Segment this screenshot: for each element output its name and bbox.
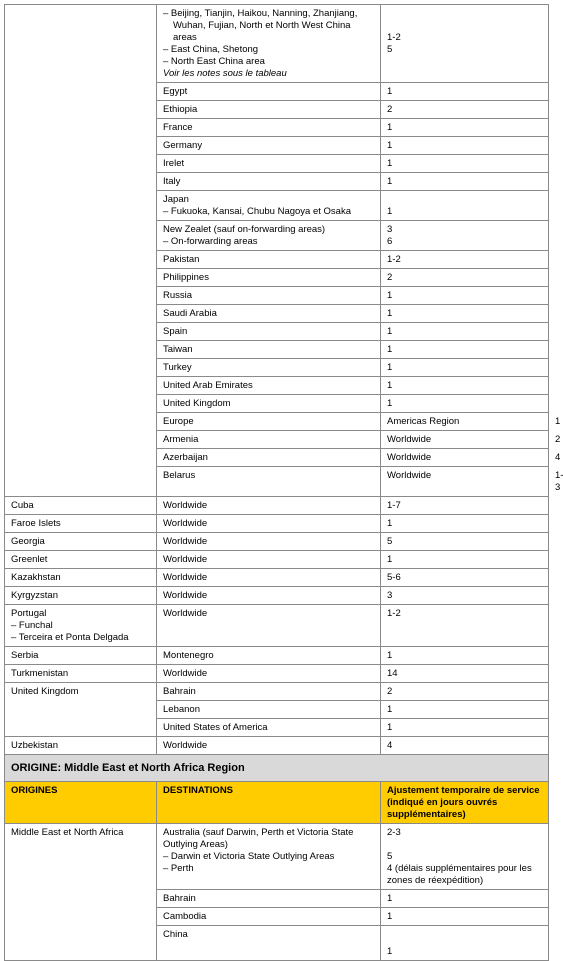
china-dest-line: Wuhan, Fujian, North et North West China: [173, 20, 351, 31]
table-row: Azerbaijan Worldwide 4: [5, 449, 549, 467]
destination-cell: Worldwide: [157, 569, 381, 587]
destination-cell: Worldwide: [157, 737, 381, 755]
destination-cell: United Kingdom: [157, 395, 381, 413]
origin-cell: Cuba: [5, 497, 157, 515]
destination-name: New Zealet (sauf on-forwarding areas): [163, 224, 326, 235]
origin-sub: – Funchal: [11, 620, 53, 631]
china-destinations-cell: [157, 5, 381, 83]
destination-cell: Worldwide: [157, 665, 381, 683]
destination-cell: Worldwide: [157, 587, 381, 605]
origin-cell: Serbia: [5, 647, 157, 665]
destination-cell: Russia: [157, 287, 381, 305]
adjustment-value: 6: [387, 236, 393, 247]
destination-cell: United Arab Emirates: [157, 377, 381, 395]
adjustment-cell: 1: [381, 155, 549, 173]
table-row: [5, 782, 549, 824]
china-adjustment-cell: [381, 5, 549, 83]
adjustment-cell: [381, 824, 549, 890]
adjustment-cell: 1-2: [381, 605, 549, 647]
destination-cell: Saudi Arabia: [157, 305, 381, 323]
table-row: [5, 533, 549, 551]
adjustment-cell: 1: [381, 647, 549, 665]
table-row: [5, 755, 549, 782]
adjustment-cell: 5: [381, 533, 549, 551]
origin-cell: Belarus: [157, 467, 381, 497]
destination-cell: Pakistan: [157, 251, 381, 269]
table-row: Belarus Worldwide 1-3: [5, 467, 549, 497]
adjustment-cell: 1: [381, 287, 549, 305]
destination-sub: – Fukuoka, Kansai, Chubu Nagoya et Osaka: [163, 206, 352, 217]
destination-cell: United States of America: [157, 719, 381, 737]
destination-cell: [157, 191, 381, 221]
destination-cell: Italy: [157, 173, 381, 191]
destination-cell: Bahrain: [157, 890, 381, 908]
adjustment-cell: 1: [381, 701, 549, 719]
adjustment-cell: 1: [381, 359, 549, 377]
table-row: [5, 551, 549, 569]
adjustment-value: 1-2: [387, 32, 401, 43]
origin-cell: Faroe Islets: [5, 515, 157, 533]
adjustment-value: 5: [387, 851, 393, 862]
adjustment-cell: 1: [381, 377, 549, 395]
table-row: Armenia Worldwide 2: [5, 431, 549, 449]
destination-cell: Worldwide: [157, 605, 381, 647]
origin-cell: Georgia: [5, 533, 157, 551]
destination-cell: Montenegro: [157, 647, 381, 665]
adjustment-cell: 1: [381, 173, 549, 191]
destination-name: Japan: [163, 194, 189, 205]
origin-cell: Greenlet: [5, 551, 157, 569]
origin-cell: Uzbekistan: [5, 737, 157, 755]
origin-cell: Middle East et North Africa: [5, 824, 157, 961]
adjustment-cell: 2: [381, 101, 549, 119]
header-origins: ORIGINES: [5, 782, 157, 824]
china-dest-line: – East China, Shetong: [163, 44, 259, 55]
table-row: [5, 605, 549, 647]
destination-cell: Germany: [157, 137, 381, 155]
table-row: [5, 515, 549, 533]
destination-sub: – Darwin et Victoria State Outlying Areas: [163, 851, 335, 862]
adjustment-cell: 1: [381, 137, 549, 155]
adjustment-cell: 5-6: [381, 569, 549, 587]
destination-cell: Cambodia: [157, 908, 381, 926]
destination-cell: Worldwide: [157, 497, 381, 515]
destination-cell: Lebanon: [157, 701, 381, 719]
china-dest-line: – North East China area: [163, 56, 265, 67]
adjustment-cell: 1: [381, 926, 549, 961]
origin-cell: Azerbaijan: [157, 449, 381, 467]
origin-cell-empty: [5, 5, 157, 497]
destination-cell: Ethiopia: [157, 101, 381, 119]
destination-cell: China: [157, 926, 381, 961]
destination-cell: Worldwide: [157, 515, 381, 533]
destination-sub: – Perth: [163, 863, 194, 874]
adjustment-cell: 1: [381, 341, 549, 359]
header-adjustment: Ajustement temporaire de service (indiqué en jours ouvrés supplémentaires): [381, 782, 549, 824]
table-row: [5, 647, 549, 665]
destination-cell: Egypt: [157, 83, 381, 101]
adjustment-cell: 1-7: [381, 497, 549, 515]
destination-cell: Bahrain: [157, 683, 381, 701]
adjustment-value: 2-3: [387, 827, 401, 838]
adjustment-cell: 1: [381, 908, 549, 926]
table-note: Voir les notes sous le tableau: [163, 68, 287, 79]
origin-sub: – Terceira et Ponta Delgada: [11, 632, 129, 643]
adjustment-cell: 1: [381, 719, 549, 737]
destination-cell: Worldwide: [157, 551, 381, 569]
table-row: [5, 5, 549, 83]
origin-cell: Kazakhstan: [5, 569, 157, 587]
origin-name: Portugal: [11, 608, 47, 619]
adjustment-cell: 1: [381, 305, 549, 323]
adjustment-cell: 1: [381, 83, 549, 101]
adjustment-cell: 1: [381, 395, 549, 413]
origin-cell: Europe: [157, 413, 381, 431]
china-dest-line: areas: [173, 32, 197, 43]
adjustment-cell: 1: [381, 323, 549, 341]
destination-cell: Spain: [157, 323, 381, 341]
china-dest-line: – Beijing, Tianjin, Haikou, Nanning, Zhanjiang,: [163, 8, 358, 19]
table-row: [5, 683, 549, 701]
adjustment-value: 5: [387, 44, 393, 55]
table-row: [5, 824, 549, 890]
destination-cell: Worldwide: [381, 431, 549, 449]
table-row: [5, 587, 549, 605]
destination-sub: – On-forwarding areas: [163, 236, 258, 247]
destination-cell: [157, 824, 381, 890]
adjustment-cell: 2: [381, 269, 549, 287]
origin-cell: Kyrgyzstan: [5, 587, 157, 605]
destination-cell: Worldwide: [381, 449, 549, 467]
adjustment-cell: 1: [381, 119, 549, 137]
adjustment-cell: 1-2: [381, 251, 549, 269]
destination-cell: Worldwide: [381, 467, 549, 497]
section-title: ORIGINE: Middle East et North Africa Region: [5, 755, 549, 782]
destination-cell: France: [157, 119, 381, 137]
destination-line: Australia (sauf Darwin, Perth et Victoria State: [163, 827, 354, 838]
destination-cell: Irelet: [157, 155, 381, 173]
destination-cell: Worldwide: [157, 533, 381, 551]
destination-cell: Americas Region: [381, 413, 549, 431]
adjustment-cell: 14: [381, 665, 549, 683]
table-row: [5, 737, 549, 755]
adjustment-cell: 2: [381, 683, 549, 701]
adjustment-value: 3: [387, 224, 393, 235]
adjustment-cell: 1: [381, 890, 549, 908]
adjustment-cell: [381, 221, 549, 251]
adjustment-cell: 4: [381, 737, 549, 755]
destination-cell: Turkey: [157, 359, 381, 377]
table-row: [5, 497, 549, 515]
destination-cell: [157, 221, 381, 251]
origin-cell: [5, 605, 157, 647]
adjustment-cell: 3: [381, 587, 549, 605]
table-row: [5, 569, 549, 587]
adjustment-cell: [381, 191, 549, 221]
destination-cell: Taiwan: [157, 341, 381, 359]
origin-cell: Armenia: [157, 431, 381, 449]
adjustment-value: 1: [387, 206, 393, 217]
service-adjustment-table: [4, 4, 563, 961]
adjustment-value: 4 (délais supplémentaires pour les zones de réexpédition): [387, 863, 532, 886]
spacer: [387, 839, 543, 851]
origin-cell: Turkmenistan: [5, 665, 157, 683]
adjustment-cell: 1: [381, 515, 549, 533]
table-row: [5, 665, 549, 683]
table-row: Europe Americas Region 1: [5, 413, 549, 431]
origin-cell: United Kingdom: [5, 683, 157, 737]
destination-line: Outlying Areas): [163, 839, 228, 850]
adjustment-cell: 1: [381, 551, 549, 569]
destination-cell: Philippines: [157, 269, 381, 287]
header-destinations: DESTINATIONS: [157, 782, 381, 824]
